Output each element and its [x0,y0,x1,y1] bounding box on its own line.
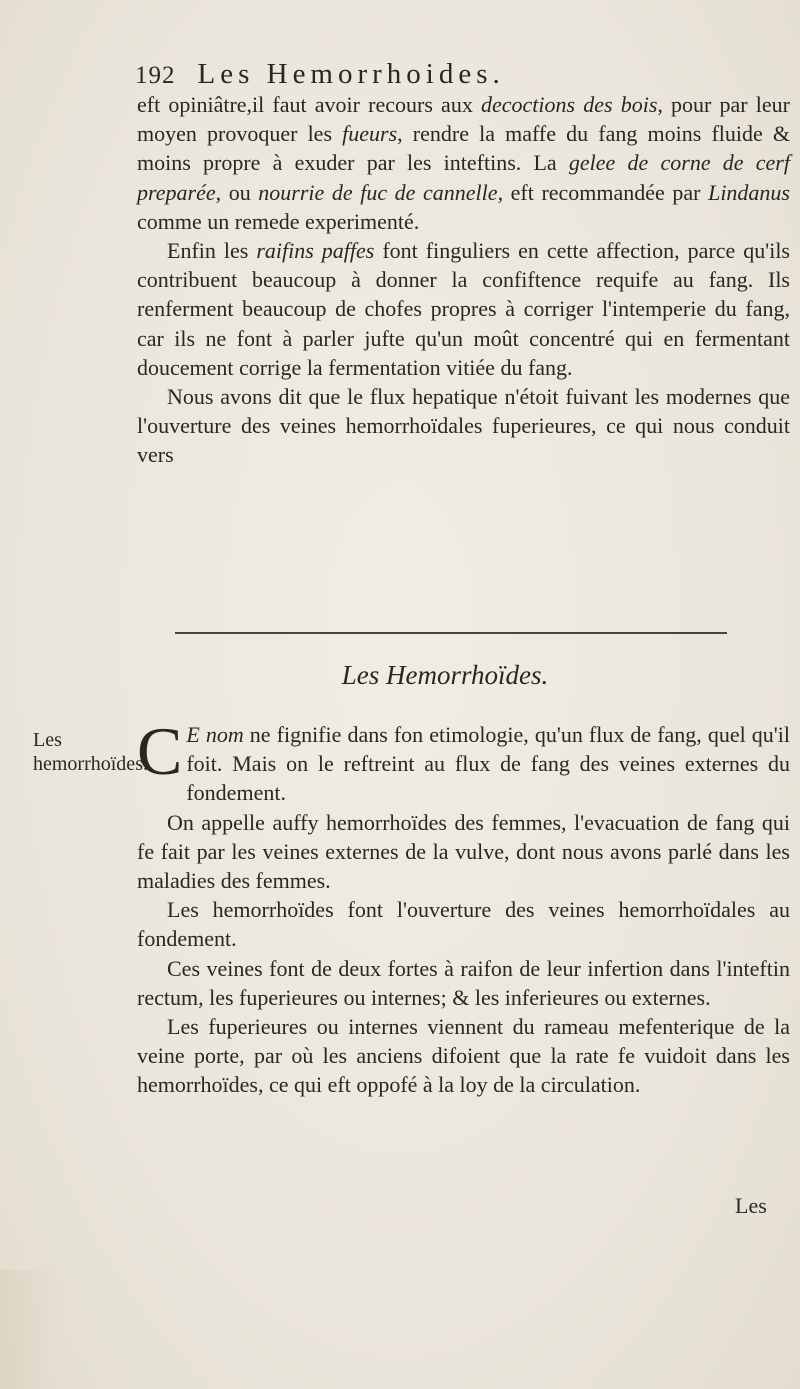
text-run: Les hemorrhoïdes font l'ouverture des veines hemorrhoïdales au fondement. [137,897,790,952]
paragraph [137,236,790,382]
margin-note: Les hemorrhoïdes. [33,729,148,775]
catchword: Les [735,1193,767,1218]
paragraph [137,382,790,470]
italic-run: Lindanus [708,179,790,205]
italic-run: nourrie de fuc de cannelle [258,179,498,205]
italic-run: raifins paffes [256,238,375,264]
text-run: ne fignifie dans fon etimologie, qu'un flux de fang, quel qu'il foit. Mais on le reftreint au flux de fang des veines externes du fondement. [186,722,790,806]
running-title: Les Hemorrhoides. [197,58,505,90]
text-run: , pour par leur moyen provoquer les [137,92,790,147]
drop-cap: C [137,713,183,789]
text-run: , ou [215,179,259,205]
page-number: 192 [135,62,176,89]
paragraph-text [186,722,790,805]
text-run: Ces veines font de deux fortes à raifon de leur infertion dans l'inteftin rectum, les fuperieures ou internes; & les inferieures ou externes. [137,955,790,1010]
page-stain [0,1270,60,1389]
paragraph [137,808,790,896]
text-run: , rendre la maffe du fang moins fluide & moins propre à exuder par les inteftins. La [137,121,791,176]
paragraph [137,713,790,808]
italic-run: E nom [186,722,244,747]
italic-run: gelee de corne de cerf preparée [137,150,790,205]
text-run: Les fuperieures ou internes viennent du rameau mefenterique de la veine porte, par où les anciens difoient que la rate fe vuidoit dans les hemorrhoïdes, ce qui eft oppofé à la loy de la circulation. [137,1014,790,1098]
text-run: comme un remede experimenté. [137,208,420,234]
text-block-top [137,90,790,470]
text-run: eft opiniâtre,il faut avoir recours aux [137,92,481,117]
text-run: font finguliers en cette affection, parce qu'ils contribuent beaucoup à donner la confiftence requife au fang. Ils renferment beaucoup de chofes propres à corriger l'intemperie du fang, car ils ne font à parler jufte qu'un moût concentré qui en fermentant doucement corrige la fermentation vitiée du fang. [137,238,790,380]
italic-run: fueurs [342,121,398,147]
paragraph [137,90,790,236]
section-title: Les Hemorrhoïdes. [341,660,549,690]
text-run: Nous avons dit que le flux hepatique n'étoit fuivant les modernes que l'ouverture des veines hemorrhoïdales fuperieures, ce qui nous conduit vers [137,384,790,468]
paragraph [137,1012,790,1100]
paragraph [137,895,790,953]
section-divider [175,632,727,634]
italic-run: decoctions des bois [480,92,658,117]
text-run: On appelle auffy hemorrhoïdes des femmes, l'evacuation de fang qui fe fait par les veines externes de la vulve, dont nous avons parlé dans les maladies des femmes. [137,809,790,894]
text-block-section [137,713,790,1100]
text-run: Enfin les [167,238,257,264]
text-run: , eft recommandée par [497,179,709,205]
paragraph [137,954,790,1012]
